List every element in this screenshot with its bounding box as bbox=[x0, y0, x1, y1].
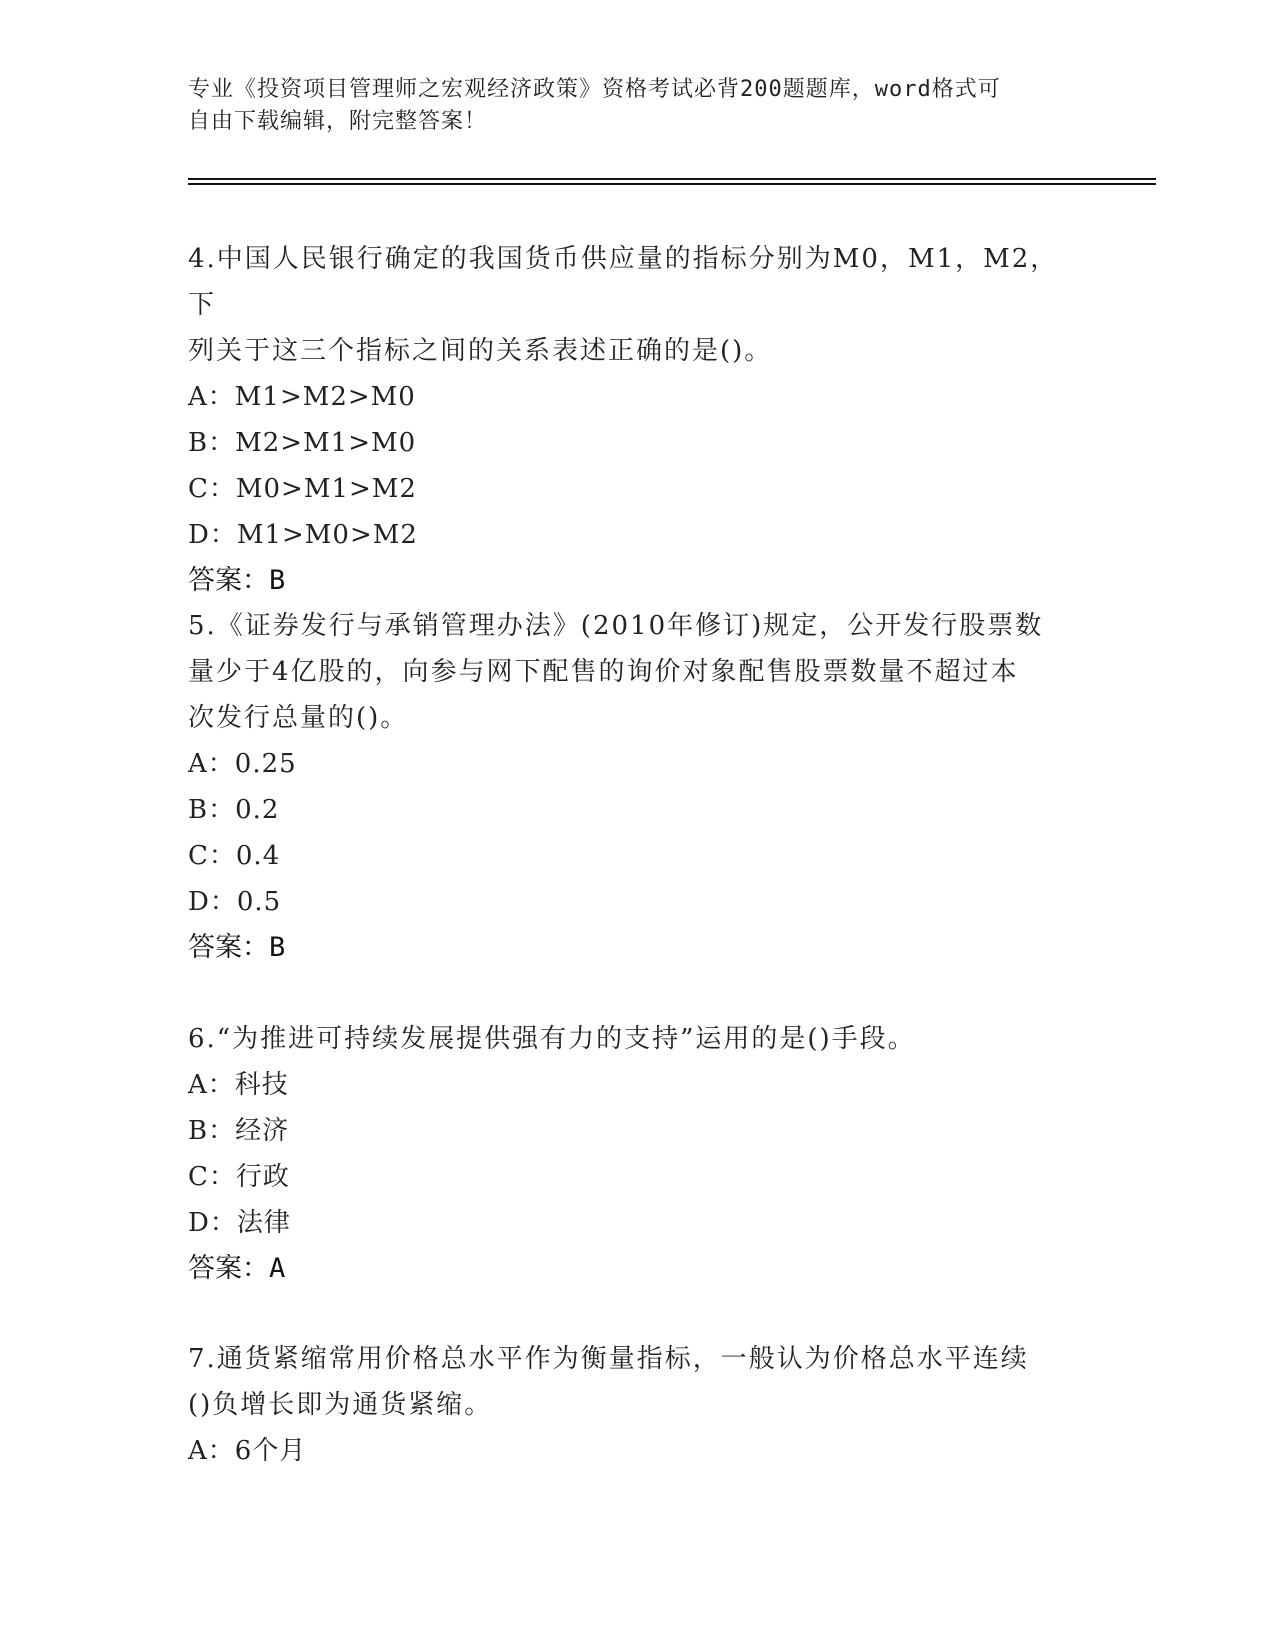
header-divider-top bbox=[188, 178, 1156, 180]
header-line-1: 专业《投资项目管理师之宏观经济政策》资格考试必背200题题库，word格式可 bbox=[188, 77, 1001, 102]
option-c: C：0.4 bbox=[188, 841, 281, 871]
option-b: B：M2>M1>M0 bbox=[188, 428, 417, 458]
option-a: A：科技 bbox=[188, 1070, 289, 1100]
header-line-2: 自由下载编辑，附完整答案！ bbox=[188, 109, 488, 134]
option-b: B：0.2 bbox=[188, 795, 280, 825]
answer-label: 答案：B bbox=[188, 565, 286, 596]
question-stem-line: ()负增长即为通货紧缩。 bbox=[188, 1390, 493, 1420]
option-a: A：6个月 bbox=[188, 1436, 307, 1466]
option-a: A：0.25 bbox=[188, 749, 297, 779]
header-divider-bottom bbox=[188, 183, 1156, 185]
question-stem-line: 量少于4亿股的，向参与网下配售的询价对象配售股票数量不超过本 bbox=[188, 657, 1019, 687]
question-4 bbox=[188, 236, 1068, 604]
option-b: B：经济 bbox=[188, 1116, 290, 1146]
document-header bbox=[188, 74, 1068, 138]
question-5 bbox=[188, 603, 1068, 971]
option-c: C：行政 bbox=[188, 1162, 290, 1192]
answer-label: 答案：A bbox=[188, 1253, 286, 1284]
option-c: C：M0>M1>M2 bbox=[188, 474, 417, 504]
question-stem-line: 4.中国人民银行确定的我国货币供应量的指标分别为M0，M1，M2，下 bbox=[188, 244, 1059, 320]
question-stem-line: 次发行总量的()。 bbox=[188, 703, 409, 733]
question-stem-line: 6.“为推进可持续发展提供强有力的支持”运用的是()手段。 bbox=[188, 1024, 916, 1054]
question-stem-line: 列关于这三个指标之间的关系表述正确的是()。 bbox=[188, 336, 773, 366]
question-stem-line: 7.通货紧缩常用价格总水平作为衡量指标，一般认为价格总水平连续 bbox=[188, 1344, 1029, 1374]
question-stem-line: 5.《证券发行与承销管理办法》(2010年修订)规定，公开发行股票数 bbox=[188, 611, 1044, 641]
answer-label: 答案：B bbox=[188, 932, 286, 963]
option-d: D：M1>M0>M2 bbox=[188, 520, 418, 550]
question-6 bbox=[188, 1016, 1068, 1292]
option-d: D：法律 bbox=[188, 1208, 291, 1238]
option-a: A：M1>M2>M0 bbox=[188, 382, 416, 412]
question-7 bbox=[188, 1336, 1068, 1474]
option-d: D：0.5 bbox=[188, 887, 282, 917]
